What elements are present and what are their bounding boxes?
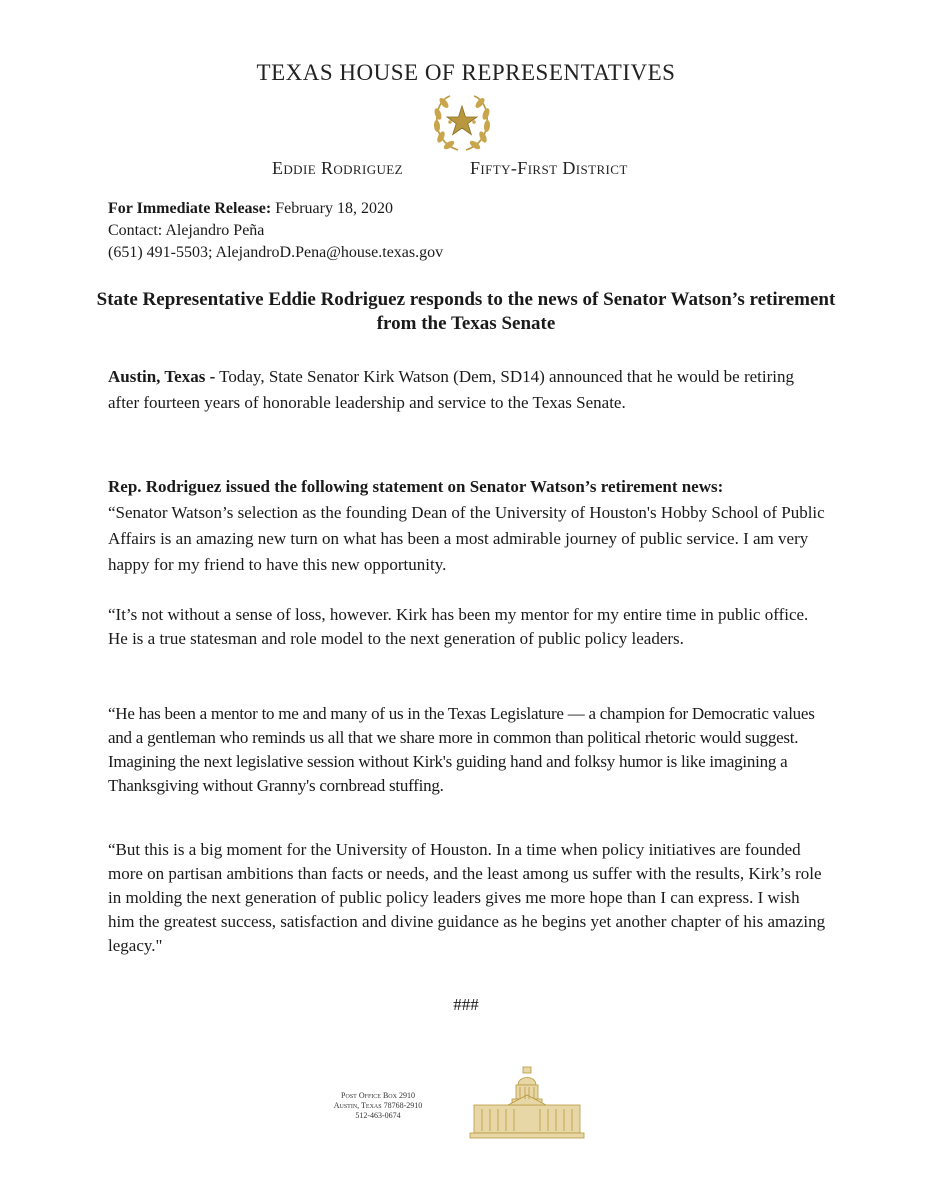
paragraph-statement-intro [108,474,828,578]
headline: State Representative Eddie Rodriguez responds to the news of Senator Watson’s retirement from the Texas Senate [96,289,836,334]
release-date: February 18, 2020 [275,200,393,217]
phone-email-line: (651) 491-5503; AlejandroD.Pena@house.texas.gov [108,244,444,261]
end-mark: ### [453,995,479,1014]
footer-city: Austin, Texas 78768-2910 [333,1101,423,1110]
statement-text: “Senator Watson’s selection as the founding Dean of the University of Houston's Hobby School of Public Affairs is an amazing new turn on what has been a most admirable journey of public service. I am very happy for my friend to have this new opportunity. [108,503,825,574]
footer-address [318,1091,438,1121]
capitol-building-icon [468,1065,586,1141]
texas-star-seal-icon [428,92,496,156]
contact-line: Contact: Alejandro Peña [108,222,265,239]
dateline-text: Today, State Senator Kirk Watson (Dem, SD14) announced that he would be retiring after fourteen years of honorable leadership and service to the Texas Senate. [108,367,795,412]
district-name: Fifty-First District [470,158,628,178]
paragraph-mentor: “He has been a mentor to me and many of us in the Texas Legislature — a champion for Democratic values and a gentleman who reminds us all that we share more in common than political rhetoric would suggest. Imagining the next legislative session without Kirk's guiding hand and folksy humor is like imagining a Thanksgiving without Granny's cornbread stuffing. [108,704,815,795]
release-label: For Immediate Release: [108,200,272,217]
release-info [108,198,443,264]
paragraph-dateline [108,364,828,416]
representative-name: Eddie Rodriguez [272,158,403,178]
statement-lead: Rep. Rodriguez issued the following statement on Senator Watson’s retirement news: [108,477,724,496]
footer-po-box: Post Office Box 2910 [341,1091,415,1100]
paragraph-houston: “But this is a big moment for the University of Houston. In a time when policy initiatives are founded more on partisan ambitions than facts or needs, and the least among us suffer with the results, Kirk’s role in molding the next generation of public policy leaders gives me more hope than I can express. I wish him the greatest success, satisfaction and divine guidance as he begins yet another chapter of his amazing legacy." [108,840,826,955]
footer-phone: 512-463-0674 [355,1111,401,1120]
paragraph-loss: “It’s not without a sense of loss, however. Kirk has been my mentor for my entire time in public office. He is a true statesman and role model to the next generation of public policy leaders. [108,605,809,648]
dateline-lead: Austin, Texas - [108,367,216,386]
masthead-title: TEXAS HOUSE OF REPRESENTATIVES [256,60,676,85]
